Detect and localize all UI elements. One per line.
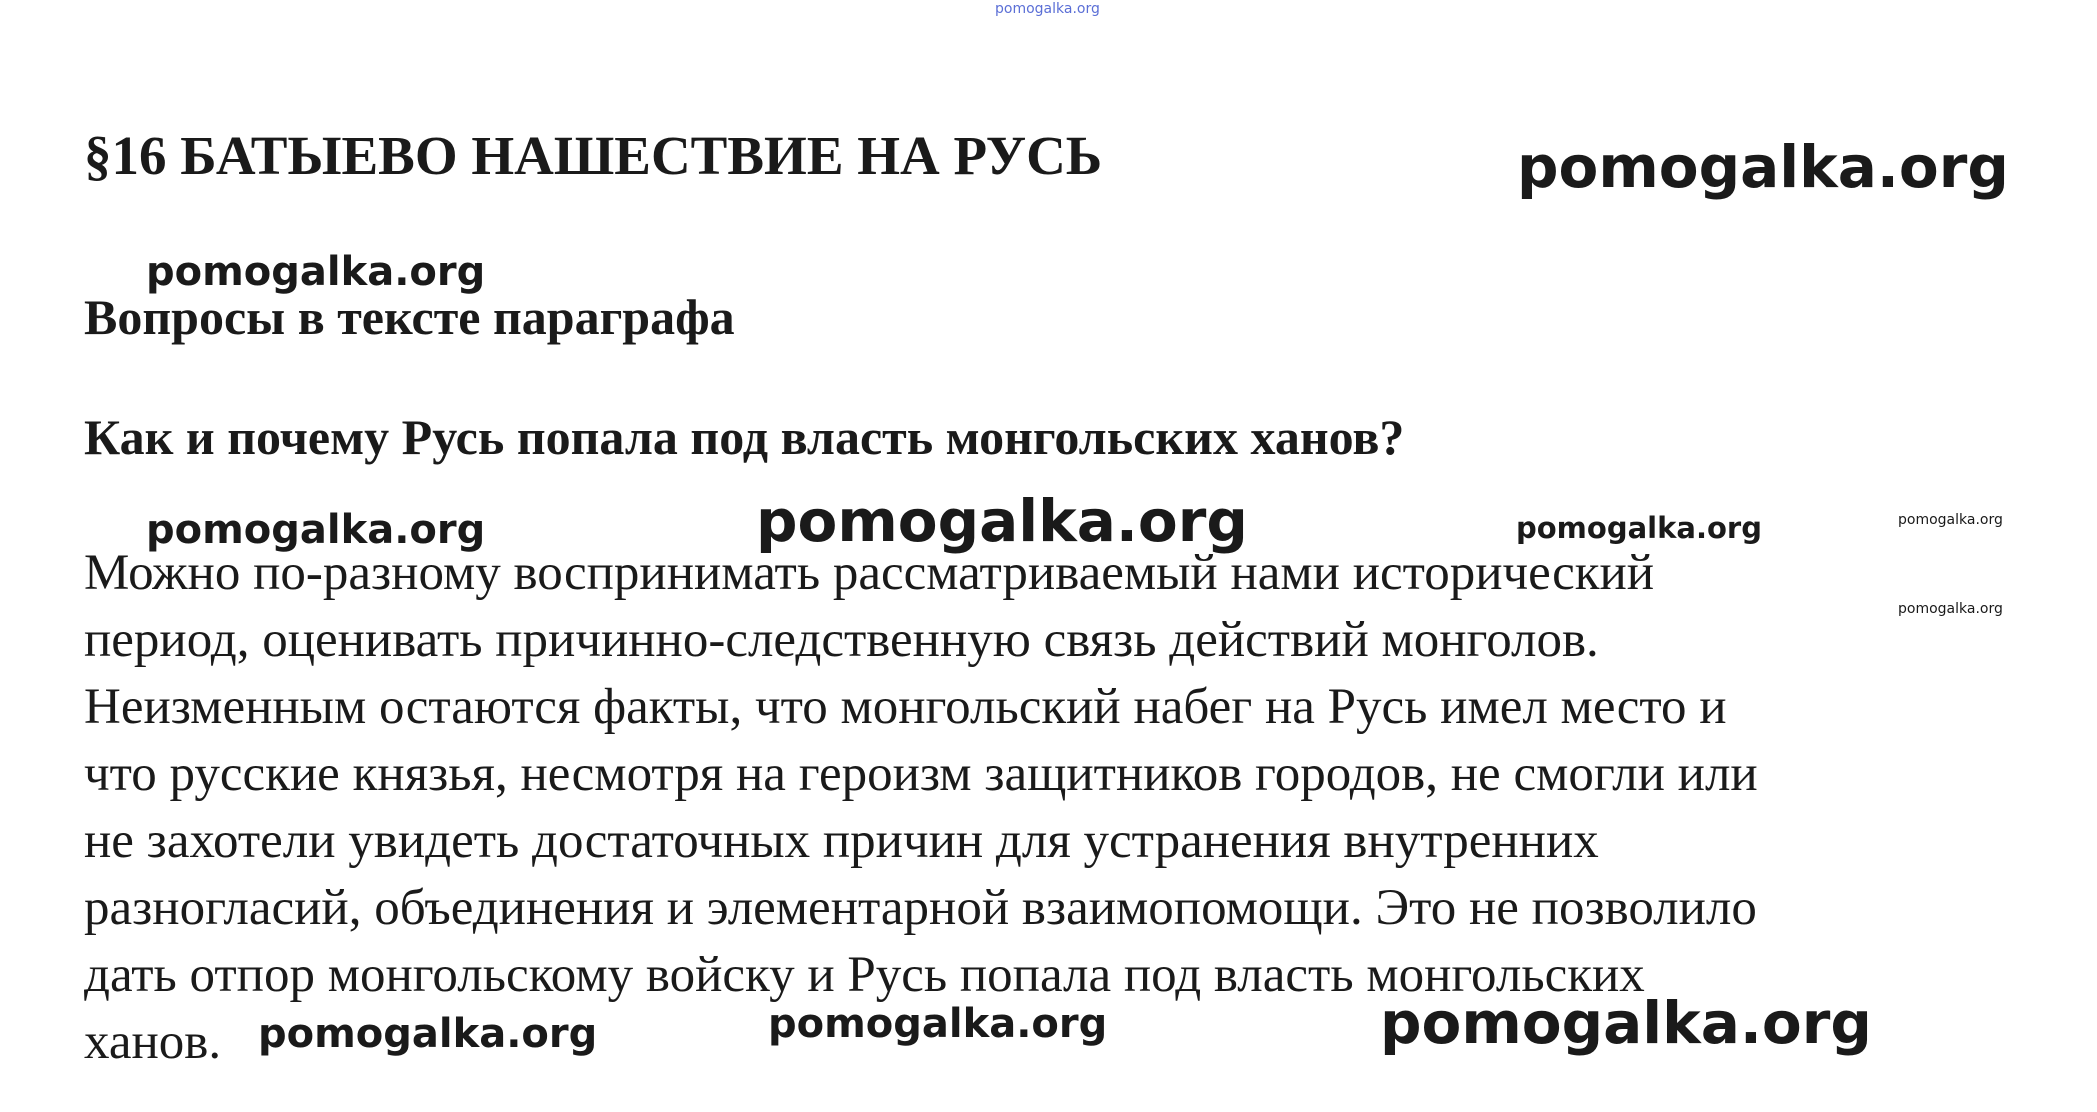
page-title: §16 БАТЫЕВО НАШЕСТВИЕ НА РУСЬ bbox=[84, 125, 1103, 186]
watermark-section: pomogalka.org bbox=[146, 249, 486, 295]
watermark-bottom-center: pomogalka.org bbox=[768, 1001, 1108, 1047]
answer-line: ханов. bbox=[84, 1014, 222, 1070]
answer-line: разногласий, объединения и элементарной взаимопомощи. Это не позволило bbox=[84, 880, 1757, 936]
answer-line: не захотели увидеть достаточных причин для устранения внутренних bbox=[84, 813, 1599, 869]
watermark-bottom-left: pomogalka.org bbox=[258, 1011, 598, 1057]
watermark-right-mid: pomogalka.org bbox=[1516, 511, 1762, 545]
watermark-center-mid: pomogalka.org bbox=[756, 487, 1248, 555]
watermark-far-right-1: pomogalka.org bbox=[1898, 512, 2003, 528]
answer-paragraph bbox=[84, 540, 1758, 1076]
watermark-far-right-2: pomogalka.org bbox=[1898, 601, 2003, 617]
section-heading: Вопросы в тексте параграфа bbox=[84, 289, 735, 345]
question-heading: Как и почему Русь попала под власть монгольских ханов? bbox=[84, 409, 1405, 465]
watermark-bottom-right: pomogalka.org bbox=[1380, 989, 1872, 1057]
watermark-top: pomogalka.org bbox=[995, 1, 1100, 17]
answer-line: что русские князья, несмотря на героизм защитников городов, не смогли или bbox=[84, 746, 1758, 802]
answer-line: Неизменным остаются факты, что монгольский набег на Русь имел место и bbox=[84, 679, 1727, 735]
watermark-title-right: pomogalka.org bbox=[1517, 133, 2009, 201]
answer-line: Можно по-разному воспринимать рассматриваемый нами исторический bbox=[84, 545, 1655, 601]
answer-line: дать отпор монгольскому войску и Русь попала под власть монгольских bbox=[84, 947, 1645, 1003]
answer-line: период, оценивать причинно-следственную связь действий монголов. bbox=[84, 612, 1599, 668]
watermark-left-mid: pomogalka.org bbox=[146, 507, 486, 553]
